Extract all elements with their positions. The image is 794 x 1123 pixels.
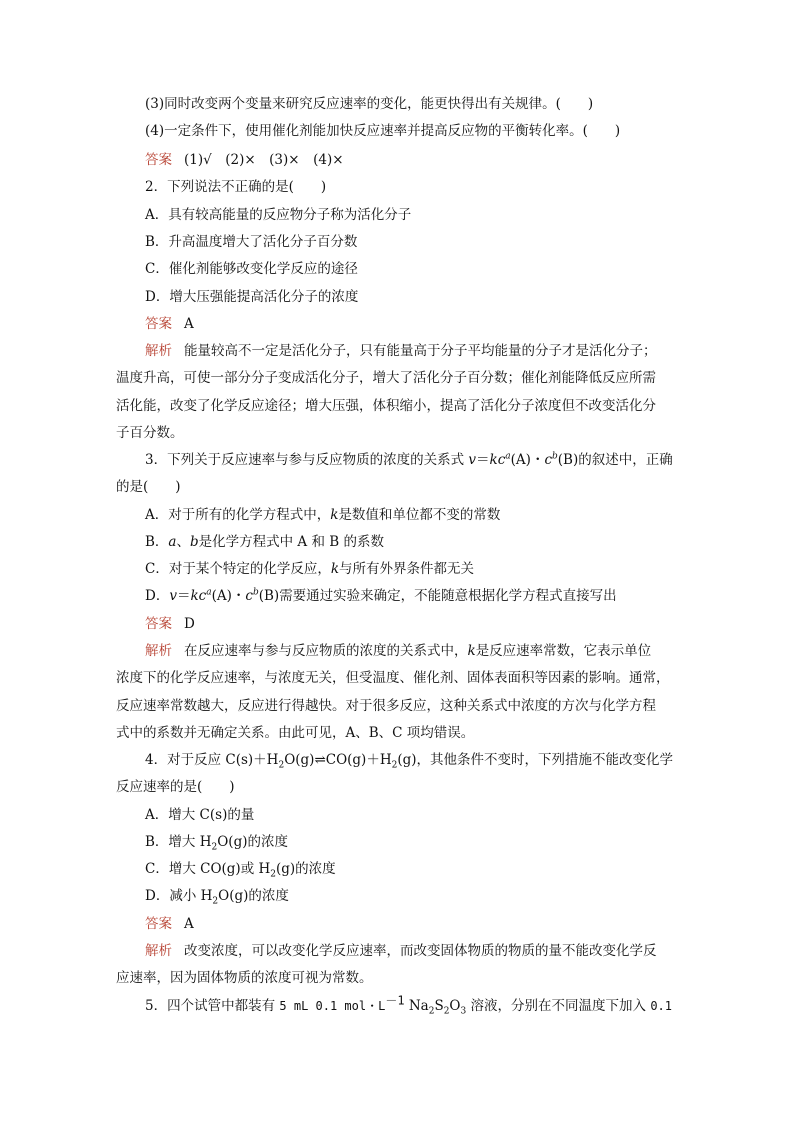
q1-item-3: (3)同时改变两个变量来研究反应速率的变化，能更快得出有关规律。( ) <box>145 96 594 112</box>
q1-answer <box>145 151 344 169</box>
option-text: O(g)的浓度 <box>217 834 288 850</box>
q3-stem-line-2: 的是( ) <box>116 479 181 495</box>
answer-label: 答案 <box>145 616 172 632</box>
subscript: 2 <box>278 760 285 771</box>
option-text: B．增大 H <box>145 834 212 850</box>
q3-stem-text: 的叙述中，正确 <box>578 452 673 468</box>
q3-analysis-line-2: 浓度下的化学反应速率，与浓度无关，但受温度、催化剂、固体表面积等因素的影响。通常， <box>116 670 670 686</box>
option-text: 与所有外界条件都无关 <box>339 561 475 577</box>
option-text: D．减小 H <box>145 888 213 904</box>
q4-stem-line-2: 反应速率的是( ) <box>116 779 235 795</box>
q4-analysis-line-1 <box>145 942 657 960</box>
formula-A: (A)・ <box>211 588 246 604</box>
q2-option-b: B．升高温度增大了活化分子百分数 <box>145 234 358 250</box>
formula-k: k <box>190 588 199 604</box>
q4-option-c <box>145 860 336 878</box>
formula-c: c <box>245 588 253 604</box>
quantity: 0.1 <box>650 999 673 1013</box>
answer-value: D <box>184 616 195 632</box>
answer-label: 答案 <box>145 316 172 332</box>
q2-analysis-line-4: 子百分数。 <box>116 425 184 441</box>
subscript: 2 <box>428 1006 435 1017</box>
formula-exp-b: b <box>552 451 558 462</box>
analysis-text: 能量较高不一定是活化分子，只有能量高于分子平均能量的分子才是活化分子； <box>184 343 657 359</box>
option-text: 、 <box>176 534 190 550</box>
equilibrium-arrow-icon: ⇌ <box>314 752 326 768</box>
q4-option-a: A．增大 C(s)的量 <box>145 807 255 823</box>
reagent: Na <box>404 998 429 1014</box>
q4-stem-text: 4．对于反应 C(s)＋H <box>145 752 279 768</box>
q1-item-4: (4)一定条件下，使用催化剂能加快反应速率并提高反应物的平衡转化率。( ) <box>145 123 621 139</box>
q3-option-b <box>145 533 384 551</box>
analysis-text: 改变浓度，可以改变化学反应速率，而改变固体物质的物质的量不能改变化学反 <box>184 943 657 959</box>
var-a: a <box>168 534 177 550</box>
formula-exp-a: a <box>206 587 212 598</box>
formula-B: (B) <box>258 588 280 604</box>
formula-c: c <box>497 452 506 468</box>
option-text: D． <box>145 588 170 604</box>
var-k: k <box>467 643 476 659</box>
q2-stem: 2．下列说法不正确的是( ) <box>145 179 327 195</box>
q5-stem-line-1 <box>145 993 673 1017</box>
analysis-label: 解析 <box>145 343 172 359</box>
answer-value: (1)√ (2)× (3)× (4)× <box>184 152 344 168</box>
q3-stem-line-1 <box>145 451 673 469</box>
formula-k: k <box>489 452 498 468</box>
q4-analysis-line-2: 应速率，因为固体物质的浓度可视为常数。 <box>116 970 373 986</box>
q4-stem-text: CO(g)＋H <box>325 752 392 768</box>
formula-c: c <box>544 452 553 468</box>
answer-label: 答案 <box>145 152 172 168</box>
superscript: －1 <box>385 993 405 1008</box>
q5-stem-text: 5．四个试管中都装有 <box>145 998 280 1014</box>
q3-analysis-line-1 <box>145 642 651 660</box>
subscript: 2 <box>212 896 219 907</box>
q2-analysis-line-3: 活化能，改变了化学反应途径；增大压强，体积缩小，提高了活化分子浓度但不改变活化分 <box>116 398 656 414</box>
formula-A: (A)・ <box>510 452 545 468</box>
q3-option-a <box>145 506 500 524</box>
analysis-text: 在反应速率与参与反应物质的浓度的关系式中， <box>184 643 468 659</box>
option-text: 需要通过实验来确定，不能随意根据化学方程式直接写出 <box>279 588 617 604</box>
q2-analysis-line-2: 温度升高，可使一部分分子变成活化分子，增大了活化分子百分数；催化剂能降低反应所需 <box>116 370 656 386</box>
q4-answer <box>145 915 194 933</box>
q2-option-d: D．增大压强能提高活化分子的浓度 <box>145 289 359 305</box>
answer-value: A <box>184 916 194 932</box>
option-text: 是数值和单位都不变的常数 <box>338 507 501 523</box>
reagent: S <box>434 998 444 1014</box>
analysis-label: 解析 <box>145 943 172 959</box>
q3-option-d <box>145 587 617 605</box>
q4-stem-text: O(g) <box>284 752 315 768</box>
formula-exp-a: a <box>505 451 511 462</box>
subscript: 3 <box>460 1006 467 1017</box>
option-text: C．增大 CO(g)或 H <box>145 861 271 877</box>
q2-answer <box>145 315 194 333</box>
option-text: A．对于所有的化学方程式中， <box>145 507 331 523</box>
formula-exp-b: b <box>252 587 259 598</box>
formula-v: v <box>169 588 177 604</box>
formula-eq: ＝ <box>476 452 490 468</box>
analysis-label: 解析 <box>145 643 172 659</box>
q3-analysis-line-4: 式中的系数并无确定关系。由此可见，A、B、C 项均错误。 <box>116 725 475 741</box>
answer-label: 答案 <box>145 916 172 932</box>
q2-analysis-line-1 <box>145 342 657 360</box>
formula-v: v <box>468 452 477 468</box>
subscript: 2 <box>211 842 218 853</box>
q2-option-c: C．催化剂能够改变化学反应的途径 <box>145 261 358 277</box>
formula-eq: ＝ <box>176 588 191 604</box>
option-text: O(g)的浓度 <box>218 888 289 904</box>
option-text: 是化学方程式中 A 和 B 的系数 <box>198 534 384 550</box>
option-text: C．对于某个特定的化学反应， <box>145 561 331 577</box>
q5-stem-text: 溶液，分别在不同温度下加入 <box>466 998 651 1014</box>
subscript: 2 <box>391 760 398 771</box>
q3-option-c <box>145 560 474 578</box>
reagent: O <box>449 998 461 1014</box>
q4-option-b <box>145 833 288 851</box>
option-text: (g)的浓度 <box>276 861 336 877</box>
subscript: 2 <box>270 869 276 880</box>
q2-option-a: A．具有较高能量的反应物分子称为活化分子 <box>145 207 412 223</box>
formula-B: (B) <box>557 452 579 468</box>
var-b: b <box>189 534 199 550</box>
analysis-text: 是反应速率常数，它表示单位 <box>475 643 652 659</box>
quantity: 5 mL 0.1 mol・L <box>279 999 386 1013</box>
q3-stem-text: 3．下列关于反应速率与参与反应物质的浓度的关系式 <box>145 452 469 468</box>
answer-value: A <box>184 316 194 332</box>
q4-stem-line-1 <box>145 751 673 769</box>
var-k: k <box>330 561 340 577</box>
option-text: B． <box>145 534 169 550</box>
q3-analysis-line-3: 反应速率常数越大，反应进行得越快。对于很多反应，这种关系式中浓度的方次与化学方程 <box>116 698 656 714</box>
subscript: 2 <box>443 1006 450 1017</box>
q4-option-d <box>145 887 289 905</box>
q3-answer <box>145 615 195 633</box>
formula-c: c <box>198 588 207 604</box>
q4-stem-text: (g)，其他条件不变时，下列措施不能改变化学 <box>397 752 674 768</box>
var-k: k <box>330 507 339 523</box>
